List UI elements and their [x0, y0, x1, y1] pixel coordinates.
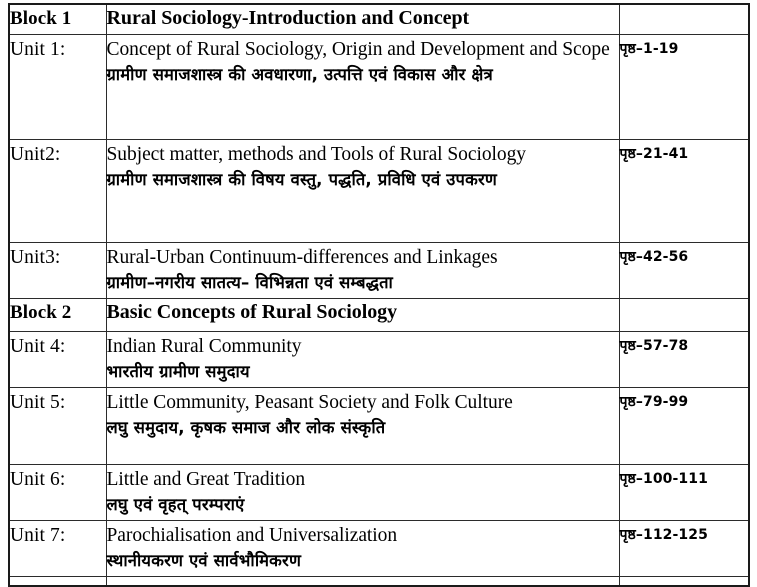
partial-pages-cell	[619, 576, 749, 586]
unit-label: Unit 6:	[10, 468, 66, 490]
unit-title-hi: भारतीय ग्रामीण समुदाय	[106, 361, 250, 381]
unit-pages-cell	[619, 464, 749, 520]
unit-title-hi: लघु एवं वृहत् परम्पराएं	[106, 494, 245, 514]
block-title-cell	[106, 298, 619, 331]
unit-label-cell	[9, 387, 106, 464]
unit-pages: पृष्ठ–100-111	[619, 470, 708, 487]
unit-label-cell	[9, 520, 106, 576]
block-label: Block 1	[10, 8, 72, 29]
unit-title-en: Indian Rural Community	[106, 335, 302, 357]
unit-label-cell	[9, 34, 106, 139]
unit-title-hi: ग्रामीण समाजशास्त्र की विषय वस्तु, पद्धति, प्रविधि एवं उपकरण	[106, 169, 498, 189]
unit-label: Unit 1:	[10, 38, 66, 60]
unit-title-cell	[106, 34, 619, 139]
unit-pages: पृष्ठ–57-78	[619, 337, 689, 354]
table-row-unit-5	[9, 387, 749, 464]
unit-title-en: Rural-Urban Continuum-differences and Linkages	[106, 246, 498, 268]
unit-title-cell	[106, 520, 619, 576]
unit-pages-cell	[619, 139, 749, 242]
block-pages-cell	[619, 4, 749, 34]
unit-title-en: Little Community, Peasant Society and Folk Culture	[106, 391, 513, 413]
block-label: Block 2	[10, 301, 72, 323]
unit-title-en: Concept of Rural Sociology, Origin and Development and Scope	[106, 38, 610, 60]
unit-title-en: Parochialisation and Universalization	[106, 524, 398, 546]
block-title-en: Rural Sociology-Introduction and Concept	[106, 7, 470, 29]
unit-title-hi: ग्रामीण–नगरीय सातत्य– विभिन्नता एवं सम्बद्धता	[106, 272, 393, 292]
syllabus-table-body	[9, 4, 749, 586]
partial-title-cell	[106, 576, 619, 586]
unit-pages: पृष्ठ–42-56	[619, 248, 689, 265]
block-label-cell	[9, 4, 106, 34]
unit-label: Unit2:	[10, 143, 61, 165]
unit-pages: पृष्ठ–79-99	[619, 393, 689, 410]
block-label-cell	[9, 298, 106, 331]
table-row-partial-clipped	[9, 576, 749, 586]
table-row-block-2	[9, 298, 749, 331]
unit-pages: पृष्ठ–1-19	[619, 40, 679, 57]
table-row-unit-4	[9, 331, 749, 387]
unit-pages: पृष्ठ–112-125	[619, 526, 708, 543]
unit-title-cell	[106, 331, 619, 387]
unit-label-cell	[9, 464, 106, 520]
table-row-unit-1	[9, 34, 749, 139]
table-row-block-1	[9, 4, 749, 34]
unit-pages-cell	[619, 520, 749, 576]
unit-title-en: Little and Great Tradition	[106, 468, 306, 490]
table-row-unit-7	[9, 520, 749, 576]
unit-title-cell	[106, 139, 619, 242]
unit-title-cell	[106, 387, 619, 464]
unit-label-cell	[9, 242, 106, 298]
unit-title-hi: ग्रामीण समाजशास्त्र की अवधारणा, उत्पत्ति एवं विकास और क्षेत्र	[106, 64, 493, 84]
table-row-unit-2	[9, 139, 749, 242]
unit-title-hi: स्थानीयकरण एवं सार्वभौमिकरण	[106, 550, 302, 570]
unit-label-cell	[9, 139, 106, 242]
block-pages-cell	[619, 298, 749, 331]
unit-label: Unit 7:	[10, 524, 66, 546]
unit-label: Unit 5:	[10, 391, 66, 413]
unit-pages-cell	[619, 331, 749, 387]
syllabus-table	[8, 3, 750, 587]
block-title-en: Basic Concepts of Rural Sociology	[106, 300, 398, 323]
unit-title-cell	[106, 242, 619, 298]
unit-title-hi: लघु समुदाय, कृषक समाज और लोक संस्कृति	[106, 417, 386, 437]
unit-pages: पृष्ठ–21-41	[619, 145, 689, 162]
unit-pages-cell	[619, 387, 749, 464]
unit-pages-cell	[619, 34, 749, 139]
unit-pages-cell	[619, 242, 749, 298]
table-row-unit-6	[9, 464, 749, 520]
unit-title-cell	[106, 464, 619, 520]
unit-title-en: Subject matter, methods and Tools of Rural Sociology	[106, 143, 527, 165]
unit-label-cell	[9, 331, 106, 387]
table-row-unit-3	[9, 242, 749, 298]
block-title-cell	[106, 4, 619, 34]
partial-unit-cell	[9, 576, 106, 586]
unit-label: Unit 4:	[10, 335, 66, 357]
unit-label: Unit3:	[10, 246, 61, 268]
